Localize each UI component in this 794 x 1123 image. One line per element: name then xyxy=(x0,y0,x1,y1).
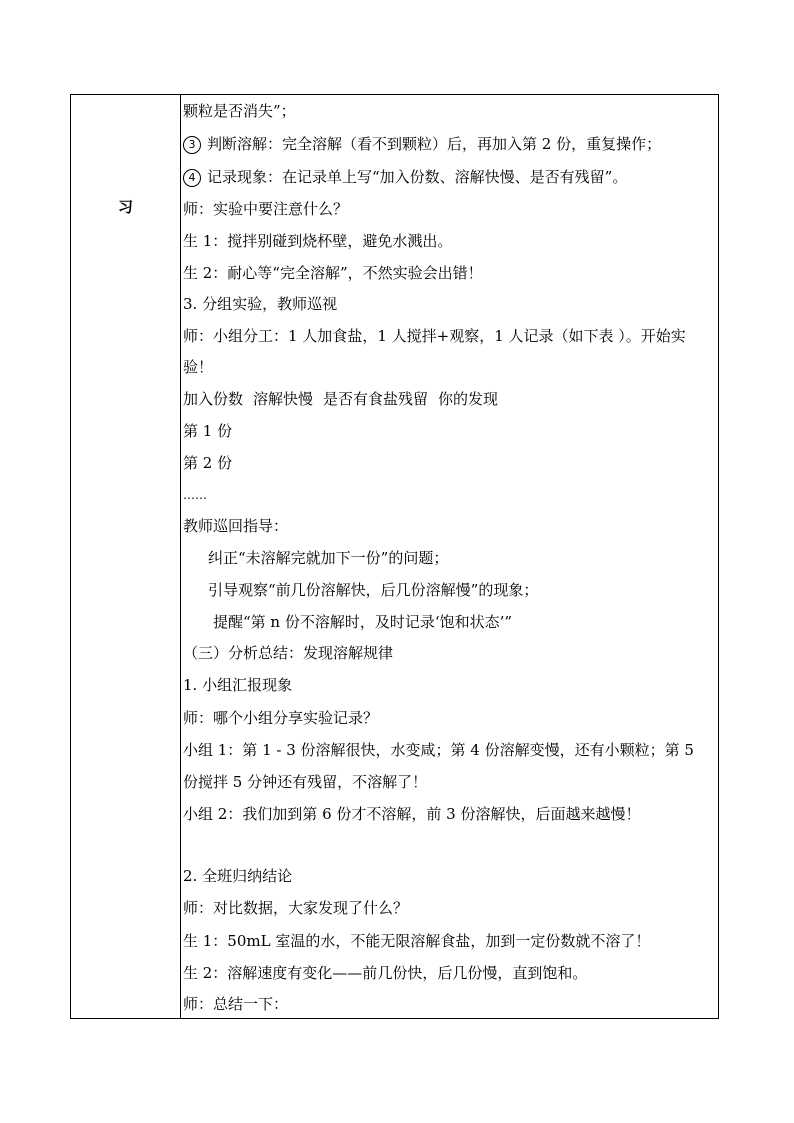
text-line: 师：总结一下： xyxy=(183,995,289,1013)
record-table-header xyxy=(183,387,718,411)
section-heading: 1. 小组汇报现象 xyxy=(183,676,293,694)
text-line: 生 2：溶解速度有变化——前几份快，后几份慢，直到饱和。 xyxy=(183,964,588,982)
section-heading: 3. 分组实验，教师巡视 xyxy=(183,295,338,313)
text-line: 第 1 份 xyxy=(183,422,233,440)
section-heading: （三）分析总结：发现溶解规律 xyxy=(183,644,394,662)
step-4-text: 记录现象：在记录单上写“加入份数、溶解快慢、是否有残留”。 xyxy=(207,168,628,186)
text-line: 教师巡回指导： xyxy=(183,517,289,535)
text-line: 提醒“第 n 份不溶解时，及时记录‘饱和状态’” xyxy=(213,613,513,631)
text-line: 师：对比数据，大家发现了什么？ xyxy=(183,899,409,917)
header-finding: 你的发现 xyxy=(438,390,499,408)
text-line: 颗粒是否消失”； xyxy=(183,102,296,120)
circled-number: 3 xyxy=(183,136,201,154)
text-line: 小组 1：第 1 - 3 份溶解很快，水变咸；第 4 份溶解变慢，还有小颗粒；第 5 xyxy=(183,741,694,759)
text-line: 份搅拌 5 分钟还有残留，不溶解了！ xyxy=(183,773,428,791)
header-residue: 是否有食盐残留 xyxy=(323,390,429,408)
text-line: 引导观察“前几份溶解快，后几份溶解慢”的现象； xyxy=(208,581,539,599)
text-line: 师：实验中要注意什么？ xyxy=(183,200,349,218)
text-line: 第 2 份 xyxy=(183,454,233,472)
step-3-line xyxy=(183,132,718,156)
text-line: 验！ xyxy=(183,358,214,376)
step-4-line xyxy=(183,165,718,189)
text-line: 生 1：50mL 室温的水，不能无限溶解食盐，加到一定份数就不溶了！ xyxy=(183,932,651,950)
text-line: 生 2：耐心等“完全溶解”，不然实验会出错！ xyxy=(183,264,483,282)
circled-number: 4 xyxy=(183,169,201,187)
content-cell xyxy=(181,95,718,1018)
section-heading: 2. 全班归纳结论 xyxy=(183,867,293,885)
text-line: 纠正“未溶解完就加下一份”的问题； xyxy=(208,549,449,567)
text-line: 生 1：搅拌别碰到烧杯壁，避免水溅出。 xyxy=(183,232,453,250)
text-line: 师：哪个小组分享实验记录？ xyxy=(183,709,379,727)
text-line: 小组 2：我们加到第 6 份才不溶解，前 3 份溶解快，后面越来越慢！ xyxy=(183,805,641,823)
ellipsis-line: …… xyxy=(183,488,207,502)
lesson-table xyxy=(70,94,719,1019)
header-speed: 溶解快慢 xyxy=(253,390,314,408)
header-portion: 加入份数 xyxy=(183,390,244,408)
stage-cell xyxy=(71,95,181,1018)
step-3-text: 判断溶解：完全溶解（看不到颗粒）后，再加入第 2 份，重复操作； xyxy=(207,135,662,153)
text-line: 师：小组分工：1 人加食盐，1 人搅拌+观察，1 人记录（如下表 ）。开始实 xyxy=(183,327,686,345)
stage-label: 习 xyxy=(117,198,133,216)
